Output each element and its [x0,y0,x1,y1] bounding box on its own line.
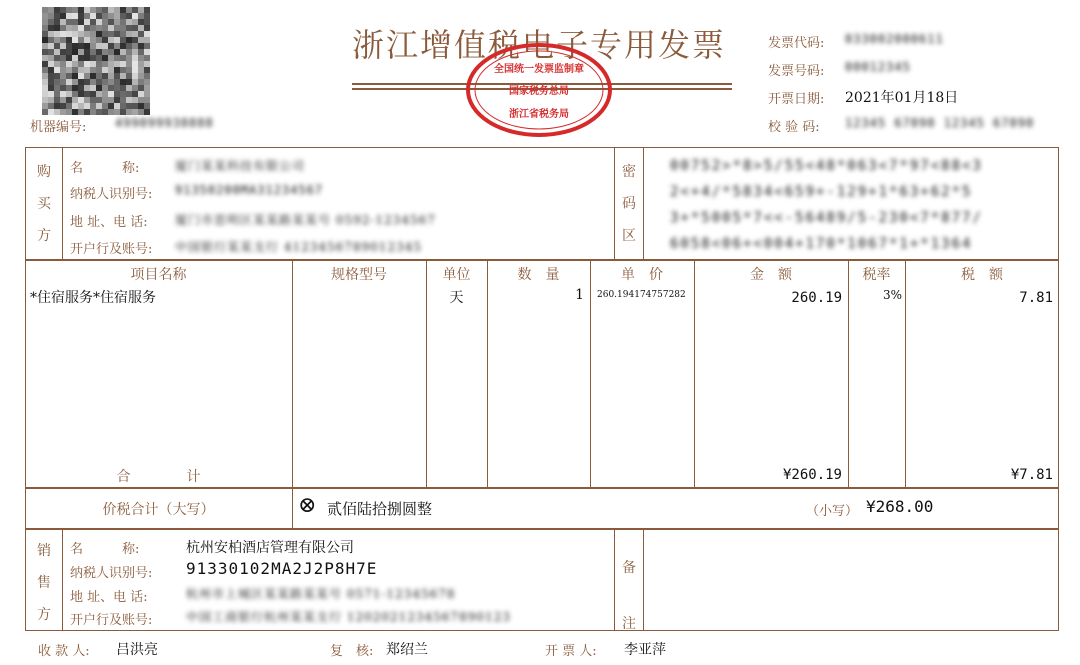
col-header-amount: 金 额 [750,267,792,283]
invoice-no-value: 00012345 [845,60,911,74]
seal-top-text: 全国统一发票监制章 [494,64,584,75]
cipher-side-char-3: 区 [622,228,636,244]
col-divider-price [590,259,591,487]
items-bottom-line [25,487,1059,489]
col-divider-spec [292,259,293,487]
buyer-taxid-value: 91350200MA31234567 [175,183,324,197]
seller-taxid-label: 纳税人识别号: [70,566,153,581]
reviewer-value: 郑绍兰 [386,642,428,658]
seller-address-label: 地 址、电 话: [70,590,148,605]
item-qty: 1 [575,287,584,303]
seller-bank-label: 开户行及账号: [70,613,153,628]
cipher-side-char-1: 密 [622,164,636,180]
seller-address-value: 杭州市上城区某某路某某号 0571-12345678 [186,587,456,601]
item-rate: 3% [882,288,902,302]
payee-value: 吕洪亮 [116,642,158,658]
grand-total-label: 价税合计（大写） [102,502,215,518]
buyer-address-value: 厦门市思明区某某路某某号 0592-1234567 [175,213,436,227]
seller-taxid-value: 91330102MA2J2P8H7E [186,559,378,578]
seller-side-label [34,535,54,631]
col-header-spec: 规格型号 [331,267,387,283]
buyer-side-label [34,156,54,252]
buyer-side-char-3: 方 [37,228,51,244]
date-value: 2021年01月18日 [845,90,959,106]
cipher-line-2: 2<+4/*5834<659+-129+1*63+62*5 [670,184,973,200]
item-price: 260.194174757282 [597,290,686,300]
cipher-side-char-2: 码 [622,196,636,212]
seal-bottom-text: 浙江省税务局 [509,109,569,120]
cipher-line-3: 3+*5005*7<<-56489/5-230<7*877/ [670,210,983,226]
grand-total-words: 贰佰陆拾捌圆整 [327,500,433,518]
seller-side-char-1: 销 [37,543,51,559]
remarks-left-divider [614,528,615,631]
item-unit: 天 [449,290,464,306]
total-bottom-line [25,528,1059,530]
item-tax: 7.81 [1019,290,1053,306]
seller-bank-value: 中国工商银行杭州某某支行 1202021234567890123 [186,610,511,624]
buyer-bank-value: 中国银行某某支行 4123456789012345 [175,240,422,254]
issuer-value: 李亚萍 [624,642,666,658]
buyer-side-char-2: 买 [37,196,51,212]
remarks-side-char-1: 备 [622,560,636,576]
date-label: 开票日期: [768,92,825,107]
payee-label: 收 款 人: [38,644,90,659]
remarks-side-char-2: 注 [622,616,636,632]
col-header-tax: 税 额 [961,267,1003,283]
official-seal [465,42,613,138]
invoice-no-label: 发票号码: [768,64,825,79]
cipher-label-divider [643,147,644,259]
issuer-label: 开 票 人: [545,644,597,659]
col-header-name: 项目名称 [130,267,187,283]
buyer-name-value: 厦门某某科技有限公司 [175,159,306,173]
grand-total-small-label: （小写） [806,504,859,519]
buyer-bank-label: 开户行及账号: [70,242,153,257]
remarks-label-divider [643,528,644,631]
col-header-price: 单 价 [621,267,663,283]
col-header-unit: 单位 [442,267,471,283]
buyer-address-label: 地 址、电 话: [70,215,148,230]
buyer-bottom-line [25,259,1059,261]
invoice-code-value: 033002000611 [845,32,944,46]
seller-side-char-3: 方 [37,607,51,623]
col-header-qty: 数 量 [517,267,560,283]
col-header-rate: 税率 [862,267,891,283]
check-code-value: 12345 67890 12345 67890 [845,116,1035,130]
qr-code [42,7,150,115]
grand-total-small-value: ¥268.00 [866,497,934,516]
item-amount: 260.19 [791,290,842,306]
buyer-taxid-label: 纳税人识别号: [70,187,153,202]
seal-middle-text: 国家税务总局 [509,86,569,97]
buyer-side-char-1: 购 [37,164,51,180]
buyer-side-divider [62,147,63,259]
total-tax: ¥7.81 [1010,467,1053,483]
total-amount: ¥260.19 [782,467,842,483]
seller-side-divider [62,528,63,631]
grand-total-divider [292,487,293,528]
cipher-line-1: 00752>*8>5/55<48*063<7*97<88<3 [670,158,983,174]
invoice-title: 浙江增值税电子专用发票 [352,26,727,64]
seller-name-label: 名 称: [70,542,140,557]
seller-name-value: 杭州安柏酒店管理有限公司 [186,540,354,556]
total-label: 合 计 [116,469,201,485]
cipher-left-divider [614,147,615,259]
cipher-line-4: 6058<06+<004+170*1067*1+*1364 [670,236,973,252]
cipher-side-label [619,156,639,252]
item-name: *住宿服务*住宿服务 [30,290,156,306]
invoice-code-label: 发票代码: [768,36,825,51]
reviewer-label: 复 核: [330,644,374,659]
buyer-name-label: 名 称: [70,161,140,176]
seller-side-char-2: 售 [37,575,51,591]
check-code-label: 校 验 码: [768,120,820,135]
remarks-side-label [619,540,639,652]
machine-no-label: 机器编号: [30,120,87,135]
machine-no-value: 499099938888 [115,116,214,130]
cross-circle-icon: ⊗ [298,493,317,518]
